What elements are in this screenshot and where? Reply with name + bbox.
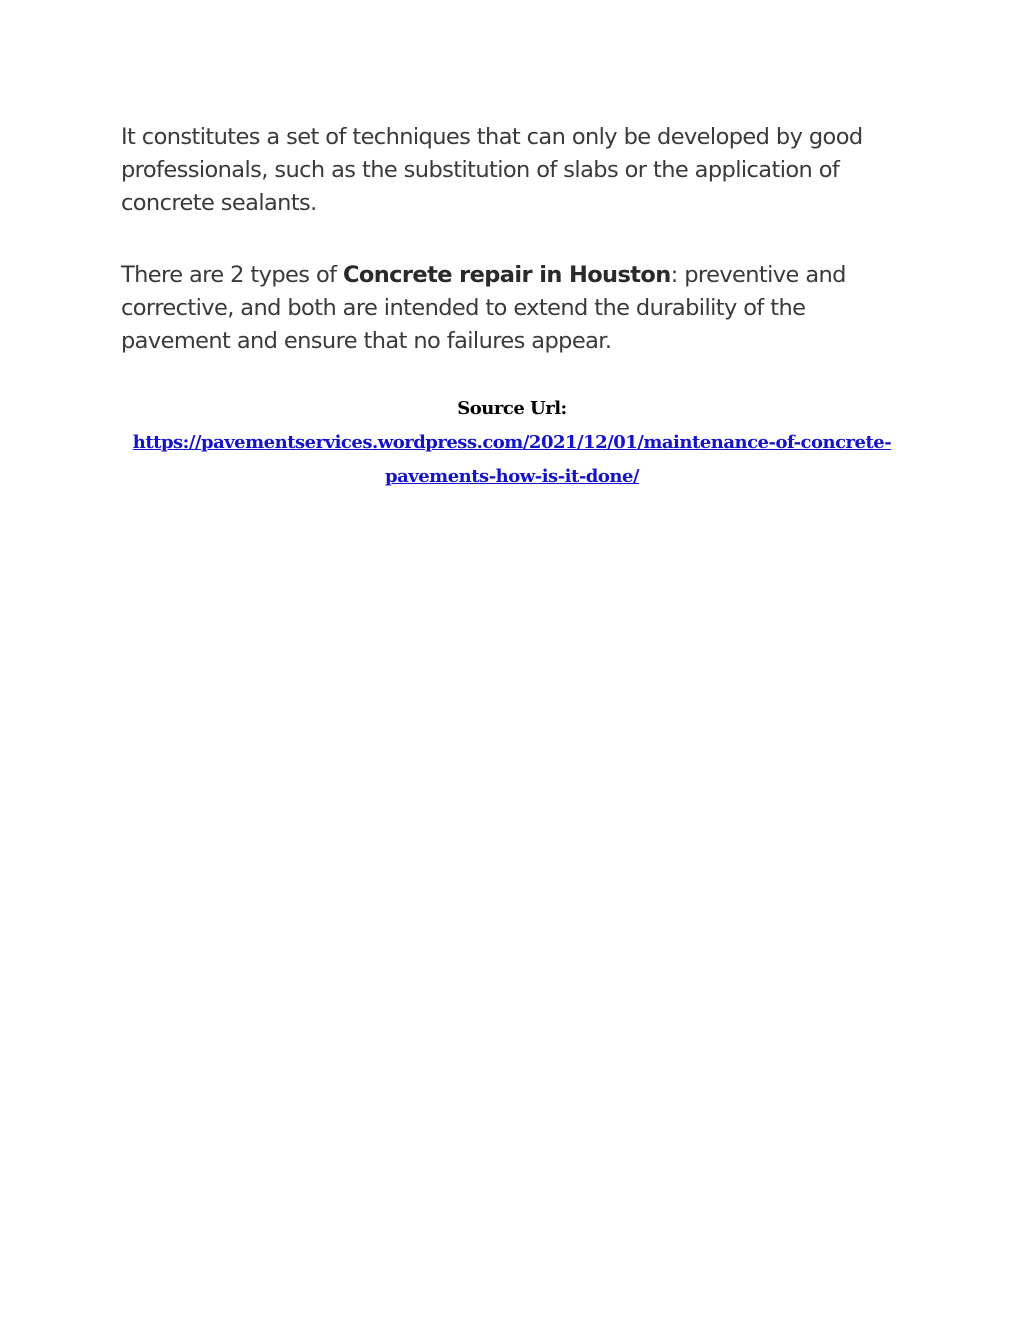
paragraph-repair-types-rest: : preventive and corrective, and both are intended to extend the durability of the pavement and ensure that no failures appear. <box>121 262 846 354</box>
paragraph-repair-types-intro: There are 2 types of <box>121 262 343 288</box>
article-body <box>121 121 891 358</box>
source-block <box>121 392 903 494</box>
source-url-link[interactable]: https://pavementservices.wordpress.com/2021/12/01/maintenance-of-concrete-pavements-how-is-it-done/ <box>132 432 892 487</box>
keyword-concrete-repair-houston: Concrete repair in Houston <box>342 262 671 288</box>
paragraph-techniques: It constitutes a set of techniques that can only be developed by good professionals, such as the substitution of slabs or the application of concrete sealants. <box>121 124 863 216</box>
source-label: Source Url: <box>457 398 567 419</box>
paragraph-repair-types <box>121 259 891 358</box>
